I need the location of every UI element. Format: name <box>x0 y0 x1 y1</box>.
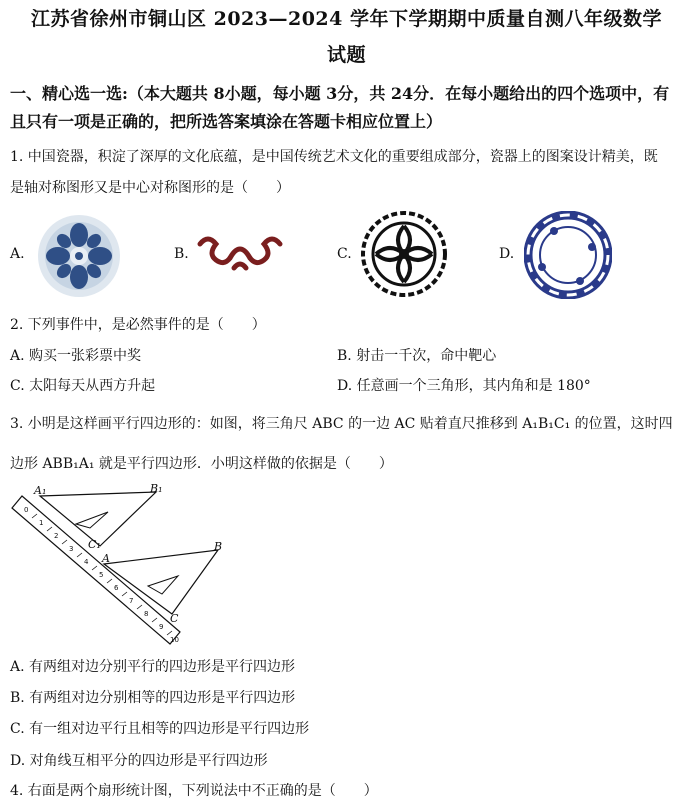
label-a: A <box>102 552 110 565</box>
porcelain-pattern-d-icon <box>524 211 612 299</box>
label-a1: A₁ <box>34 484 47 497</box>
q4-text: 4. 右面是两个扇形统计图，下列说法中不正确的是（ ） <box>10 783 378 799</box>
q1-option-b-label[interactable]: B. <box>174 246 189 262</box>
section-heading-line2: 且只有一项是正确的，把所选答案填涂在答题卡相应位置上） <box>10 112 443 131</box>
porcelain-pattern-a-icon <box>36 213 122 299</box>
porcelain-pattern-c-icon <box>360 210 448 298</box>
q2-option-a[interactable]: A. 购买一张彩票中奖 <box>10 348 142 364</box>
q1-option-a-label[interactable]: A. <box>10 246 25 262</box>
q2-option-d[interactable]: D. 任意画一个三角形，其内角和是 180° <box>337 378 591 394</box>
q3-option-a[interactable]: A. 有两组对边分别平行的四边形是平行四边形 <box>10 659 296 675</box>
label-b1: B₁ <box>150 484 163 495</box>
q3-option-d[interactable]: D. 对角线互相平分的四边形是平行四边形 <box>10 753 268 769</box>
q3-text: 3. 小明是这样画平行四边形的：如图，将三角尺 ABC 的一边 AC 贴着直尺推移到 A₁B₁C₁ 的位置，这时四 <box>10 416 673 432</box>
q1-text: 1. 中国瓷器，积淀了深厚的文化底蕴，是中国传统艺术文化的重要组成部分，瓷器上的图案设计精美，既 <box>10 149 658 165</box>
ruler-triangle-figure <box>10 484 226 648</box>
q2-option-c[interactable]: C. 太阳每天从西方升起 <box>10 378 156 394</box>
ruler-tick-9: 9 <box>159 623 164 631</box>
page-title: 江苏省徐州市铜山区 2023—2024 学年下学期期中质量自测八年级数学 <box>31 8 662 30</box>
page-title-line2: 试题 <box>326 44 366 66</box>
ruler-tick-6: 6 <box>114 584 119 592</box>
ruler-tick-2: 2 <box>54 532 59 540</box>
ruler-tick-1: 1 <box>39 519 44 527</box>
q3-option-b[interactable]: B. 有两组对边分别相等的四边形是平行四边形 <box>10 690 296 706</box>
q2-option-b[interactable]: B. 射击一千次，命中靶心 <box>337 348 497 364</box>
q3-text-line2: 边形 ABB₁A₁ 就是平行四边形．小明这样做的依据是（ ） <box>10 456 393 472</box>
porcelain-pattern-b-icon <box>194 230 286 276</box>
label-b: B <box>214 540 223 553</box>
label-c: C <box>170 612 179 625</box>
q1-text-line2: 是轴对称图形又是中心对称图形的是（ ） <box>10 180 290 196</box>
section-heading: 一、精心选一选:（本大题共 8小题，每小题 3分，共 24分．在每小题给出的四个选项中，有 <box>10 84 670 103</box>
ruler-tick-7: 7 <box>129 597 134 605</box>
ruler-tick-0: 0 <box>24 506 29 514</box>
q3-option-c[interactable]: C. 有一组对边平行且相等的四边形是平行四边形 <box>10 721 310 737</box>
q1-option-c-label[interactable]: C. <box>337 246 352 262</box>
ruler-tick-10: 10 <box>170 636 179 644</box>
label-c1: C₁ <box>88 538 101 551</box>
ruler-tick-3: 3 <box>69 545 74 553</box>
q2-text: 2. 下列事件中，是必然事件的是（ ） <box>10 317 266 333</box>
ruler-tick-8: 8 <box>144 610 149 618</box>
ruler-tick-5: 5 <box>99 571 104 579</box>
ruler-tick-4: 4 <box>84 558 89 566</box>
q1-option-d-label[interactable]: D. <box>499 246 515 262</box>
